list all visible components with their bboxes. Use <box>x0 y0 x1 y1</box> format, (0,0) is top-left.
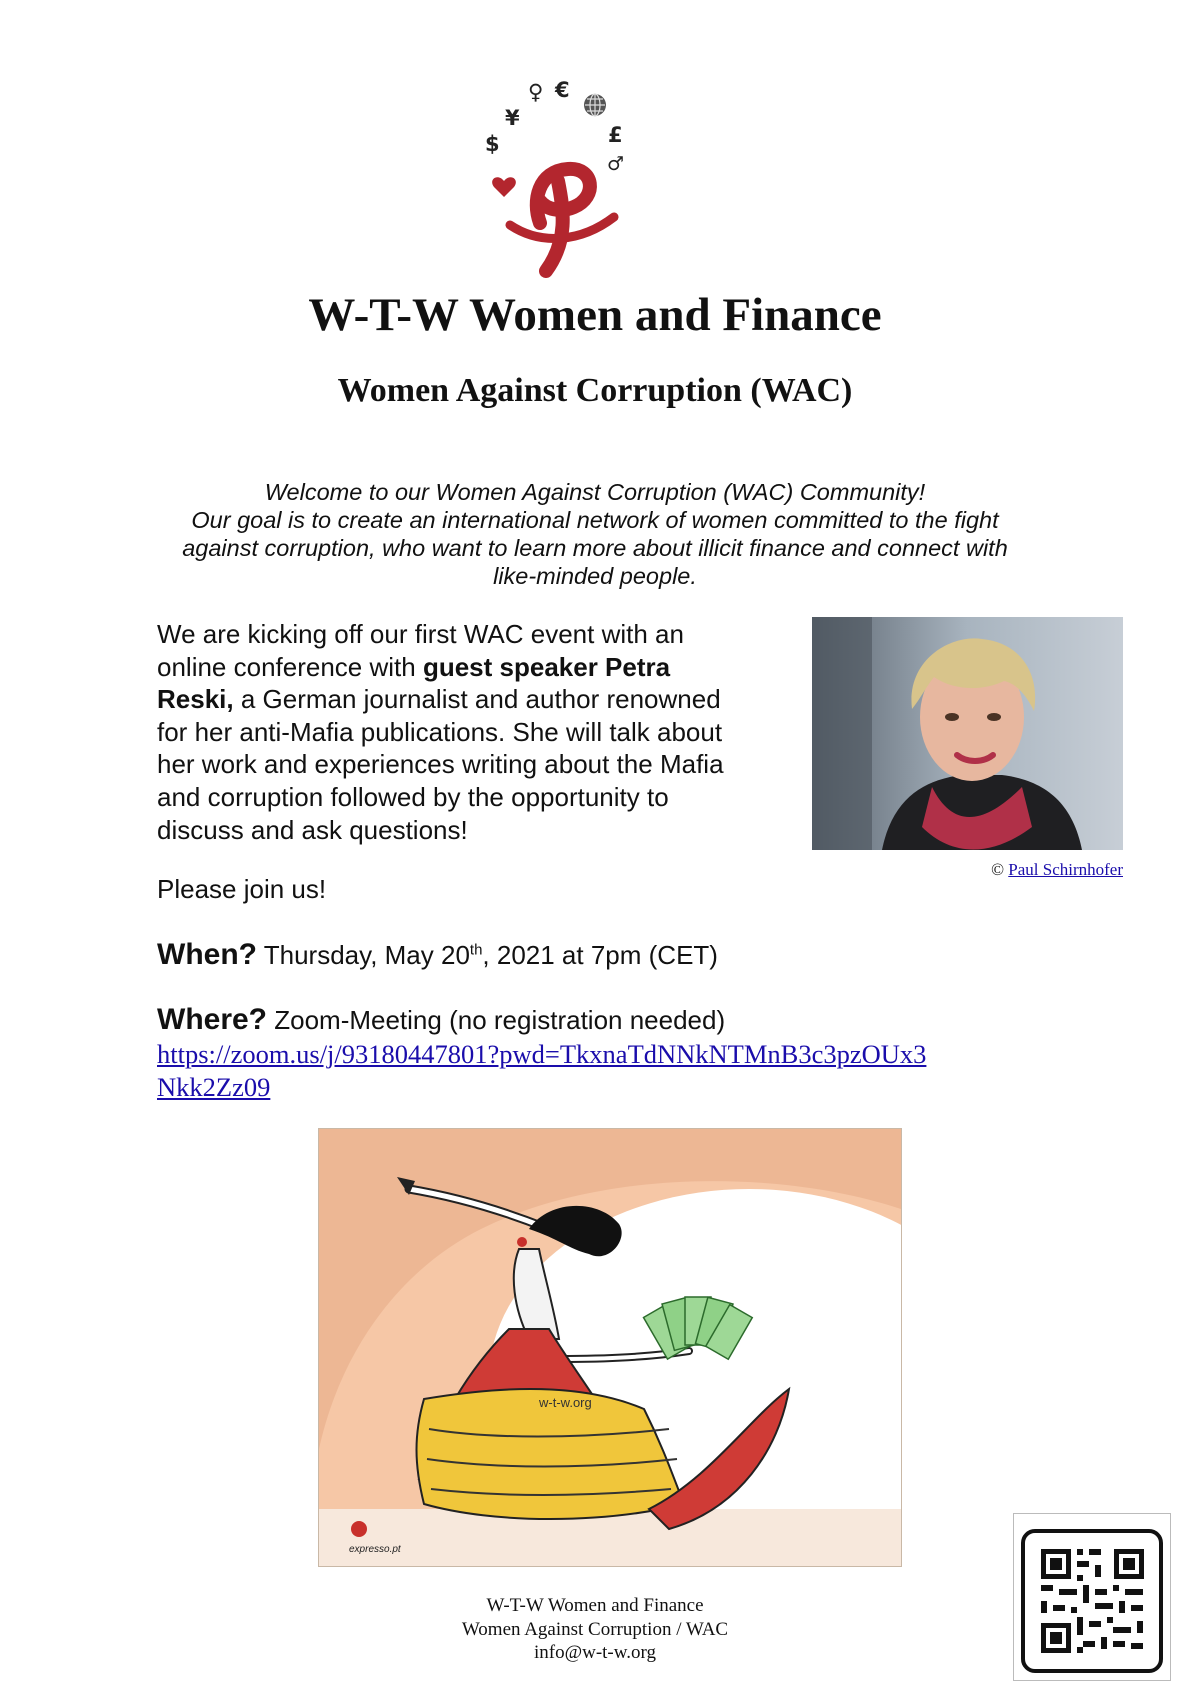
cartoon-signature: expresso.pt <box>349 1544 401 1555</box>
female-icon: ♀ <box>528 80 544 104</box>
photo-credit <box>800 860 1123 880</box>
intro-line: Our goal is to create an international network of women committed to the fight <box>191 507 999 533</box>
cartoonist-logo-icon <box>351 1521 367 1537</box>
qr-code[interactable] <box>1013 1513 1171 1681</box>
page-title: W-T-W Women and Finance <box>308 289 882 341</box>
footer-line: Women Against Corruption / WAC <box>461 1618 729 1640</box>
join-text: Please join us! <box>157 874 327 904</box>
speaker-photo <box>812 617 1123 850</box>
speaker-highlight: Reski, <box>157 684 234 715</box>
euro-icon: € <box>555 78 570 102</box>
zoom-link[interactable] <box>157 1038 926 1104</box>
footer-line: W-T-W Women and Finance <box>486 1595 704 1616</box>
event-where <box>157 1003 725 1037</box>
when-date: Thursday, May 20 <box>256 940 470 970</box>
when-label: When? <box>157 938 257 971</box>
footer <box>0 1594 1190 1665</box>
male-icon: ♂ <box>607 153 625 175</box>
body-line: her work and experiences writing about the Mafia <box>157 749 724 780</box>
event-when <box>157 938 718 972</box>
body-line <box>157 651 797 684</box>
wtw-logo <box>485 78 690 278</box>
cartoon-illustration <box>318 1128 902 1567</box>
zoom-link-line[interactable]: https://zoom.us/j/93180447801?pwd=TkxnaTdNNkNTMnB3c3pzOUx3 <box>157 1039 927 1069</box>
body-line <box>157 683 797 716</box>
event-description <box>157 618 797 846</box>
footer-email[interactable]: info@w-t-w.org <box>534 1642 656 1663</box>
where-label: Where? <box>157 1003 268 1036</box>
body-line: discuss and ask questions! <box>157 814 468 845</box>
body-line: We are kicking off our first WAC event with an <box>157 619 684 649</box>
dollar-icon: $ <box>485 132 500 156</box>
where-text: Zoom-Meeting (no registration needed) <box>267 1005 726 1035</box>
speaker-highlight: guest speaker Petra <box>422 651 671 682</box>
photo-credit-link[interactable]: Paul Schirnhofer <box>1008 860 1123 879</box>
figure-mark-icon <box>480 143 630 278</box>
body-line: and corruption followed by the opportunity to <box>157 781 669 812</box>
body-text: a German journalist and author renowned <box>233 684 721 715</box>
body-text: online conference with <box>157 651 423 682</box>
intro-line: against corruption, who want to learn more about illicit finance and connect with <box>182 535 1008 561</box>
body-line: for her anti-Mafia publications. She will talk about <box>157 716 723 747</box>
when-time: , 2021 at 7pm (CET) <box>482 940 718 970</box>
cartoon-watermark: w-t-w.org <box>539 1395 592 1410</box>
intro-line: like-minded people. <box>493 563 697 589</box>
page-subtitle: Women Against Corruption (WAC) <box>337 372 853 409</box>
yen-icon: ¥ <box>505 106 520 130</box>
pound-icon: £ <box>608 123 623 147</box>
intro-line: Welcome to our Women Against Corruption (WAC) Community! <box>264 479 926 505</box>
intro-text <box>160 478 1030 590</box>
zoom-link-line[interactable]: Nkk2Zz09 <box>157 1072 271 1102</box>
date-suffix: th <box>469 941 483 959</box>
globe-icon <box>582 92 608 118</box>
copyright-icon: © <box>991 860 1005 879</box>
